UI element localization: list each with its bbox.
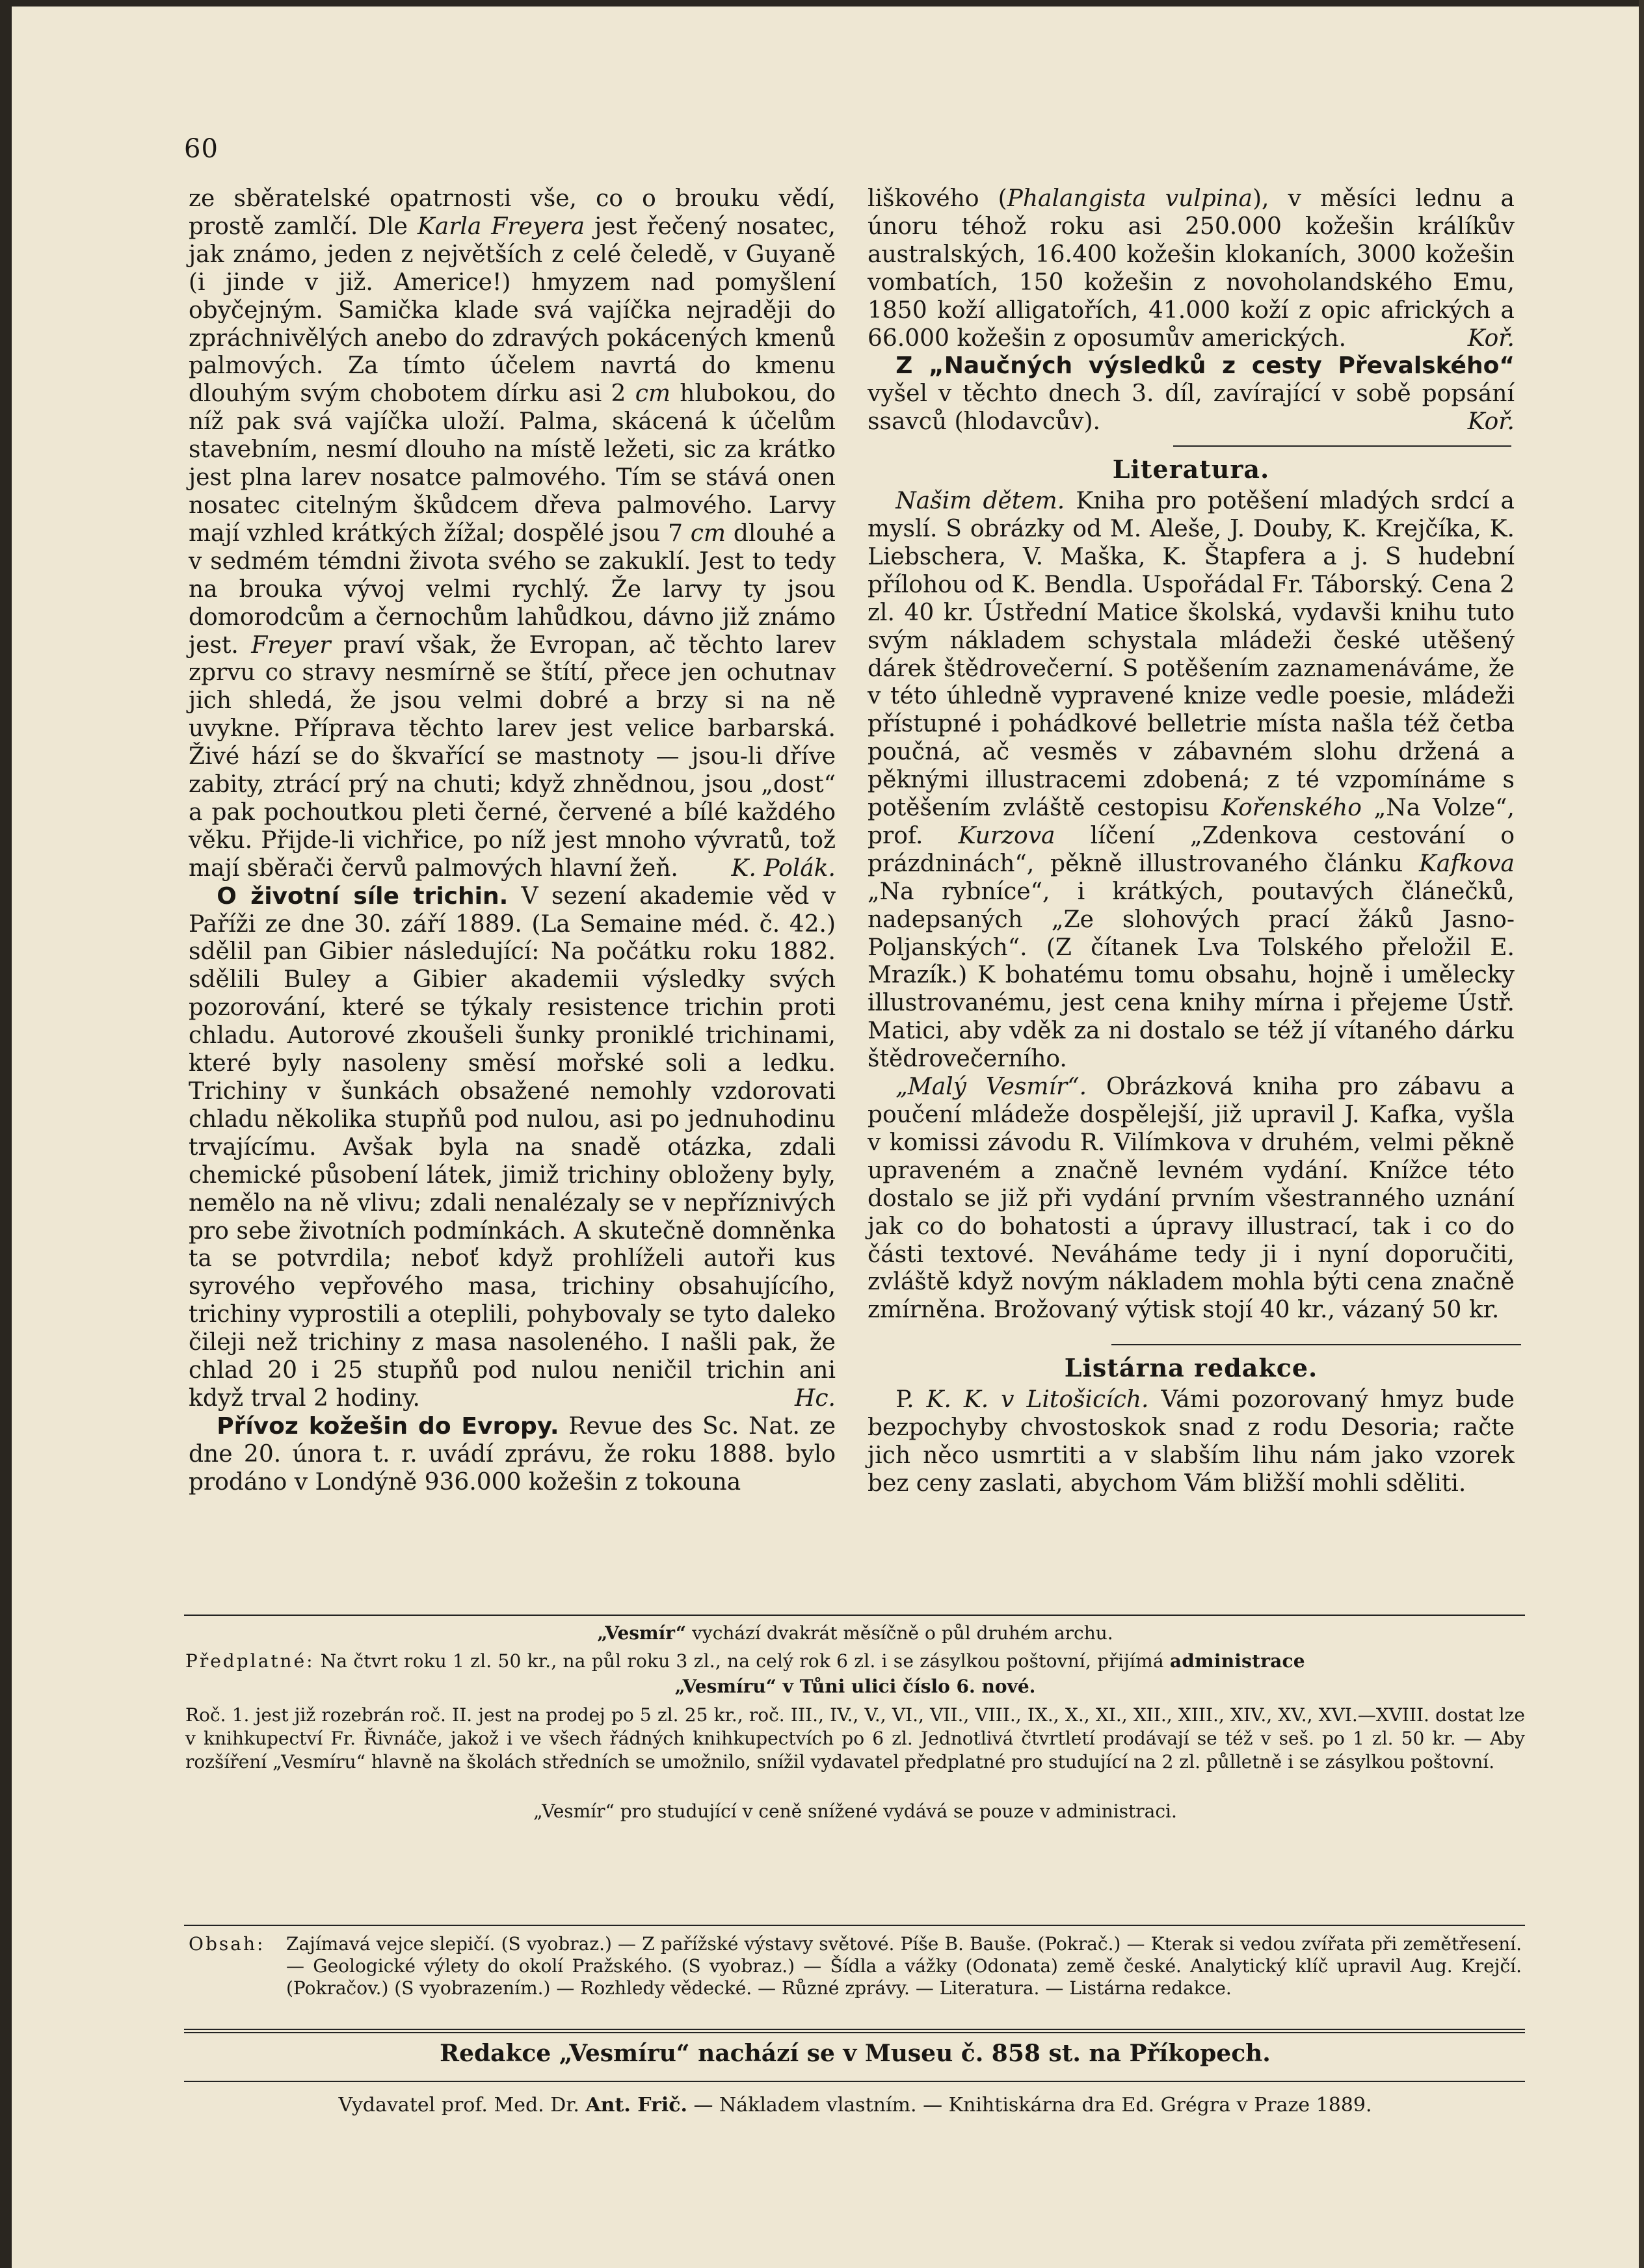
page-number: 60 <box>184 134 219 164</box>
divider <box>1111 1344 1521 1345</box>
letter-reply: P. K. K. v Litošicích. Vámi pozorovaný hmyz bude bezpochyby chvostoskok snad z rodu Desoria; račte jich něco usmrtiti a v slabším lihu nám jako vzorek bez ceny zaslati, abychom Vám bližší mohli sděliti. <box>868 1386 1515 1497</box>
review-nasim-detem: Našim dětem. Kniha pro potěšení mladých srdcí a myslí. S obrázky od M. Aleše, J. Douby, K. Krejčíka, K. Liebschera, V. Maška, K. Štapfera a j. S hudební přílohou od K. Bendla. Uspořádal Fr. Táborský. Cena 2 zl. 40 kr. Ústřední Matice školská, vydavši knihu tuto svým nákladem schystala mládeži české utěšený dárek štědrovečerní. S potěšením zaznamenáváme, že v této úhledně vypravené knize vedle poesie, mládeži přístupné i pohádkové belletrie místa našla též četba poučná, ač vesměs v zábavném slohu držená a pěknými illustracemi zdobená; z té vzpomínáme s potěšením zvláště cestopisu Kořenského „Na Volze“, prof. Kurzova líčení „Zdenkova cestování o prázdninách“, pěkně illustrovaného článku Kafkova „Na rybníce“, i krátkých, poutavých článečků, nadepsaných „Ze slohových prací žáků Jasno-Poljanských“. (Z čítanek Lva Tolského přeložil E. Mrazík.) K bohatému tomu obsahu, hojně i umělecky illustrovanému, jest cena knihy mírna i přejeme Ústř. Matici, aby vděk za ni dostalo se též jí vítaného dárku štědrovečerního. <box>868 488 1515 1073</box>
footer-rule-top <box>184 1615 1525 1616</box>
section-title-listarna: Listárna redakce. <box>1064 1353 1318 1383</box>
obsah-label: Obsah: <box>189 1933 265 1955</box>
table-of-contents <box>189 1933 1522 1999</box>
footer-address: „Vesmíru“ v Tůni ulici číslo 6. nové. <box>674 1676 1036 1697</box>
article-heading: Z „Naučných výsledků z cesty Převalského“ <box>895 352 1515 380</box>
footer-rule <box>184 2032 1525 2033</box>
footer-rule <box>184 2081 1525 2082</box>
article-prevalsky: Z „Naučných výsledků z cesty Převalského“ vyšel v těchto dnech 3. díl, zavírající v sobě popsání ssavců (hlodavcův). Koř. <box>868 352 1515 436</box>
section-title-literatura: Literatura. <box>1112 455 1270 484</box>
article-heading: Přívoz kožešin do Evropy. <box>217 1412 559 1440</box>
article-nosatec: ze sběratelské opatrnosti vše, co o brouku vědí, prostě zamlčí. Dle Karla Freyera jest řečený nosatec, jak známo, jeden z největších z celé čeledě, v Guyaně (i jinde v již. Americe!) hmyzem nad pomyšlení obyčejným. Samička klade svá vajíčka nejraději do zpráchnivělých anebo do zdravých pokácených kmenů palmových. Za tímto účelem navrtá do kmenu dlouhým svým chobotem dírku asi 2 cm hlubokou, do níž pak svá vajíčka uloží. Palma, skácená k účelům stavebním, nesmí dlouho na místě ležeti, sic za krátko jest plna larev nosatce palmového. Tím se stává onen nosatec citelným škůdcem dřeva palmového. Larvy mají vzhled krátkých žížal; dospělé jsou 7 cm dlouhé a v sedmém témdni života svého se zakuklí. Jest to tedy na brouka vývoj velmi rychlý. Že larvy ty jsou domorodcům a černochům lahůdkou, dávno již známo jest. Freyer praví však, že Evropan, ač těchto larev zprvu co stravy nesmírně se štítí, přece jen ochutnav jich shledá, že jsou velmi dobré a brzy si na ně uvykne. Příprava těchto larev jest velice barbarská. Živé hází se do škvařící se mastnoty — jsou-li dříve zabity, ztrácí prý na chuti; když zhnědnou, jsou „dost“ a pak pochoutkou pleti černé, červené a bílé každého věku. Přijde-li vichřice, po níž jest mnoho vývratů, tož mají sběrači červů palmových hlavní žeň. K. Polák. <box>189 185 836 882</box>
footer-subscription: Předplatné: Na čtvrt roku 1 zl. 50 kr., na půl roku 3 zl., na celý rok 6 zl. i se zásylkou poštovní, přijímá administrace <box>185 1650 1305 1672</box>
right-column <box>868 185 1515 1498</box>
footer-rule <box>184 2029 1525 2030</box>
divider <box>1173 445 1511 447</box>
publisher-line: Vydavatel prof. Med. Dr. Ant. Frič. — Nákladem vlastním. — Knihtiskárna dra Ed. Grégra v Praze 1889. <box>338 2094 1372 2116</box>
article-heading: O životní síle trichin. <box>217 882 509 910</box>
signature: Hc. <box>795 1384 836 1412</box>
article-kozesiny: Přívoz kožešin do Evropy. Revue des Sc. Nat. ze dne 20. února t. r. uvádí zprávu, že roku 1888. bylo prodáno v Londýně 936.000 kožešin z tokouna <box>189 1412 836 1496</box>
footer-students: „Vesmír“ pro studující v ceně snížené vydává se pouze v administraci. <box>533 1800 1177 1822</box>
editorial-address: Redakce „Vesmíru“ nachází se v Museu č. 858 st. na Příkopech. <box>440 2040 1271 2067</box>
signature: Koř. <box>1467 408 1515 436</box>
article-trichin: O životní síle trichin. V sezení akademie věd v Paříži ze dne 30. září 1889. (La Semaine méd. č. 42.) sdělil pan Gibier následující: Na počátku roku 1882. sdělili Buley a Gibier akademii výsledky svých pozorování, které se týkaly resistence trichin proti chladu. Autorové zkoušeli šunky proniklé trichinami, které byly nasoleny směsí mořské soli a ledku. Trichiny v šunkách obsažené nemohly vzdorovati chladu několika stupňů pod nulou, asi po jednuhodinu trvajícímu. Avšak byla na snadě otázka, zdali chemické působení látek, jimiž trichiny obloženy byly, nemělo na ně vlivu; zdali nenalézaly se v nepříznivých pro sebe životních podmínkách. A skutečně domněnka ta se potvrdila; neboť když prohlíželi autoři kus syrového vepřového masa, trichiny obsahujícího, trichiny vyprostili a oteplili, pohybovaly se tyto daleko čileji než trichiny z masa nasoleného. I našli pak, že chlad 20 i 25 stupňů pod nulou neničil trichin ani když trval 2 hodiny. Hc. <box>189 882 836 1412</box>
footer-publication-note: „Vesmír“ vychází dvakrát měsíčně o půl druhém archu. <box>597 1622 1113 1644</box>
scan-edge-right <box>1639 0 1644 2268</box>
scan-edge-left <box>0 0 12 2268</box>
article-kozesiny-cont: liškového (Phalangista vulpina), v měsíci lednu a únoru téhož roku asi 250.000 kožešin králíkův australských, 16.400 kožešin klokaních, 3000 kožešin vombatích, 150 kožešin z novoholandského Emu, 1850 koží alligatořích, 41.000 koží z opic afrických a 66.000 kožešin z oposumův amerických. Koř. <box>868 185 1515 352</box>
signature: K. Polák. <box>731 854 836 882</box>
review-maly-vesmir: „Malý Vesmír“. Obrázková kniha pro zábavu a poučení mládeže dospělejší, již upravil J. Kafka, vyšla v komissi závodu R. Vilímkova v druhém, velmi pěkně upraveném a značně levném vydání. Knížce této dostalo se již při vydání prvním všestranného uznání jak co do bohatosti a úpravy illustrací, tak i co do části textové. Neváháme tedy ji i nyní doporučiti, zvláště když novým nákladem mohla býti cena značně zmírněna. Brožovaný výtisk stojí 40 kr., vázaný 50 kr. <box>868 1074 1515 1324</box>
obsah-text: Zajímavá vejce slepičí. (S vyobraz.) — Z pařížské výstavy světové. Píše B. Bauše. (Pokrač.) — Kterak si vedou zvířata při zemětřesení. — Geologické výlety do okolí Pražského. (S vyobraz.) — Šídla a vážky (Odonata) země české. Analytický klíč upravil Aug. Krejčí. (Pokračov.) (S vyobrazením.) — Rozhledy vědecké. — Různé zprávy. — Literatura. — Listárna redakce. <box>286 1933 1522 1999</box>
left-column <box>189 185 836 1497</box>
signature: Koř. <box>1467 324 1515 352</box>
footer-rule <box>184 1925 1525 1926</box>
footer-volumes: Roč. 1. jest již rozebrán roč. II. jest na prodej po 5 zl. 25 kr., roč. III., IV., V., VI., VII., VIII., IX., X., XI., XII., XIII., XIV., XV., XVI.—XVIII. dostat lze v knihkupectví Fr. Řivnáče, jakož i ve všech řádných knihkupectvích po 6 zl. Jednotlivá čtvrtletí prodávají se též v seš. po 1 zl. 50 kr. — Aby rozšíření „Vesmíru“ hlavně na školách středních se umožnilo, snížil vydavatel předplatné pro studující na 2 zl. půlletně i se zásylkou poštovní. <box>185 1704 1525 1773</box>
scan-edge-top <box>0 0 1644 7</box>
